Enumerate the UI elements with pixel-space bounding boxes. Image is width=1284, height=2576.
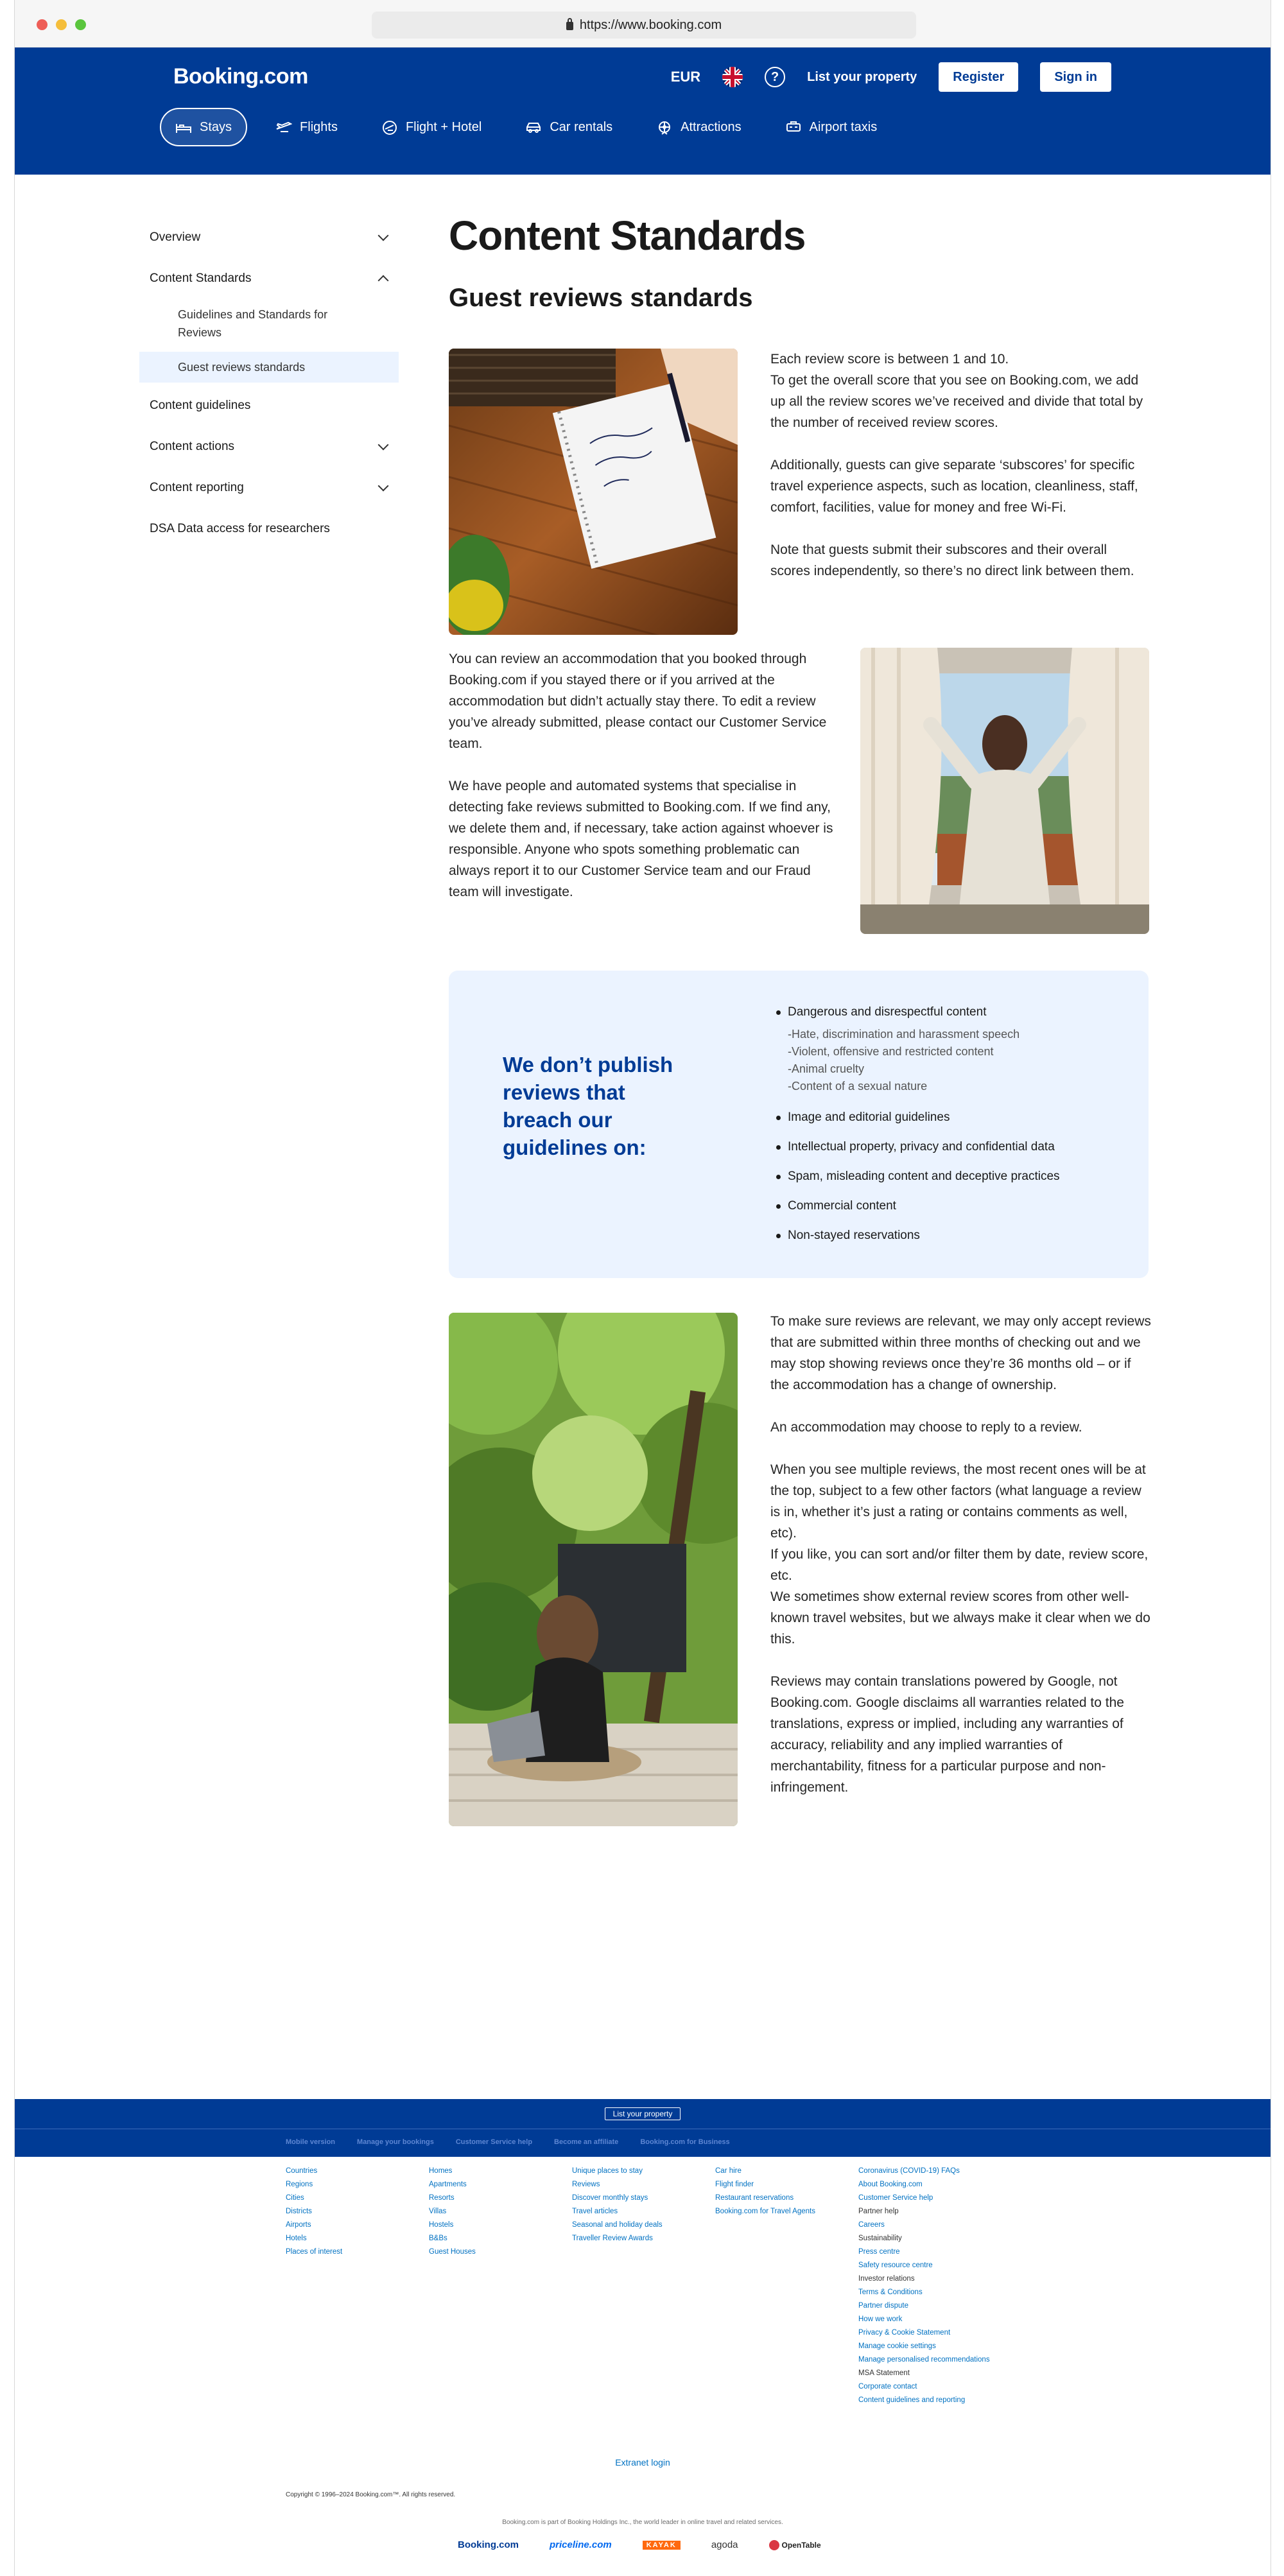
sidebar-item-label: Overview [150,230,201,244]
list-item: Intellectual property, privacy and confidential data [776,1140,1136,1154]
tab-label: Flights [300,119,338,134]
close-window-icon[interactable] [37,19,48,30]
extranet-login-link[interactable]: Extranet login [615,2457,670,2468]
list-item: Commercial content [776,1199,1136,1213]
priceline-brand-logo: priceline.com [550,2539,612,2550]
booking-logo[interactable]: Booking.com [173,64,308,89]
holdings-text: Booking.com is part of Booking Holdings Inc., the world leader in online travel and related services. [502,2519,783,2526]
paragraph: To make sure reviews are relevant, we may only accept reviews that are submitted within three months of checking out and we may stop showing reviews once they’re 36 months old – or if the accommodation has a change of ownership. [770,1314,1151,1392]
chevron-down-icon[interactable] [378,481,389,492]
list-item [776,1005,1136,1095]
footer-link[interactable]: Terms & Conditions [858,2288,923,2296]
footer-link[interactable]: Become an affiliate [554,2138,619,2146]
tab-car-rentals[interactable] [510,108,628,146]
footer-link[interactable]: Flight finder [715,2181,754,2188]
footer-link[interactable]: MSA Statement [858,2369,910,2377]
footer-link[interactable]: Partner help [858,2208,899,2215]
sidebar-item-content-actions[interactable] [139,426,399,467]
footer-link[interactable]: Apartments [429,2181,467,2188]
page-title: Content Standards [449,212,806,259]
brand-logos [458,2539,821,2550]
url-text: https://www.booking.com [579,17,722,32]
footer-link[interactable]: Countries [286,2167,318,2175]
footer-link[interactable]: Sustainability [858,2235,902,2242]
guidelines-heading: We don’t publish reviews that breach our guidelines on: [503,1053,673,1159]
help-glyph: ? [771,69,779,84]
footer-link[interactable]: B&Bs [429,2235,447,2242]
tab-airport-taxis[interactable] [770,108,893,146]
browser-window [14,0,1271,2576]
main-content [449,212,1164,1855]
footer-col-travel-services [715,2165,858,2407]
bed-icon [175,120,192,134]
footer-link[interactable]: Places of interest [286,2248,343,2256]
copyright-text: Copyright © 1996–2024 Booking.com™. All rights reserved. [286,2491,456,2498]
footer-link[interactable]: How we work [858,2315,903,2323]
paragraph: Each review score is between 1 and 10. To get the overall score that you see on Booking.com, we add up all the review scores we’ve received and divide that total by the number of received review scores. [770,352,1143,430]
footer-link[interactable]: Travel articles [572,2208,618,2215]
footer-link[interactable]: Partner dispute [858,2302,908,2310]
footer-link[interactable]: Airports [286,2221,311,2229]
sidebar-item-overview[interactable] [139,217,399,258]
paragraph: Additionally, guests can give separate ‘subscores’ for specific travel experience aspects, such as location, cleanliness, staff, comfort, facilities, value for money and free Wi-Fi. [770,458,1138,515]
chevron-down-icon[interactable] [378,440,389,451]
footer-link[interactable]: Booking.com for Business [640,2138,730,2146]
opentable-label: OpenTable [781,2540,821,2550]
tab-stays[interactable] [160,108,247,146]
sub-item: -Content of a sexual nature [788,1080,928,1093]
footer-link[interactable]: Traveller Review Awards [572,2235,653,2242]
guidelines-list [776,1005,1136,1256]
footer-link[interactable]: Manage cookie settings [858,2342,936,2350]
sidebar-item-content-guidelines[interactable] [139,385,399,426]
footer-link[interactable]: Customer Service help [455,2138,533,2146]
browser-chrome [15,0,1271,48]
footer-link[interactable]: Customer Service help [858,2194,933,2202]
footer-link[interactable]: Seasonal and holiday deals [572,2221,663,2229]
plane-icon [275,120,292,134]
footer-link[interactable]: Corporate contact [858,2383,917,2390]
chevron-down-icon[interactable] [378,230,389,241]
footer-col-discover [572,2165,715,2407]
lock-icon [566,22,573,30]
footer-link[interactable]: Hotels [286,2235,307,2242]
footer-link[interactable]: About Booking.com [858,2181,923,2188]
review-policy-text [770,1311,1153,1798]
footer-link[interactable]: Hostels [429,2221,454,2229]
footer-link[interactable]: Villas [429,2208,447,2215]
taxi-icon [785,120,802,134]
sub-item: -Animal cruelty [788,1062,865,1075]
sidebar-item-content-reporting[interactable] [139,467,399,508]
paragraph: Note that guests submit their subscores and their overall scores independently, so there’s no direct link between them. [770,542,1134,578]
list-item: Non-stayed reservations [776,1229,1136,1243]
car-icon [525,120,542,134]
footer-list-property-bar [15,2099,1271,2129]
footer-link[interactable]: Discover monthly stays [572,2194,648,2202]
footer-link[interactable]: Homes [429,2167,453,2175]
footer-links-row [286,2138,730,2146]
tab-attractions[interactable] [641,108,756,146]
sidebar-item-dsa-data-access[interactable] [139,508,399,549]
paragraph: When you see multiple reviews, the most recent ones will be at the top, subject to a few other factors (what language a review is in, whether it’s just a rating or contains comments as well, etc). If you like, you can sort and/or filter them by date, review score, etc. We sometimes show external review scores from other well-known travel websites, but we always make it clear when we do this. [770,1462,1150,1647]
tab-flights[interactable] [260,108,353,146]
booking-brand-logo: Booking.com [458,2539,519,2550]
sidebar-item-label: DSA Data access for researchers [150,522,330,535]
footer-link[interactable]: Unique places to stay [572,2167,643,2175]
maximize-window-icon[interactable] [75,19,86,30]
footer-link[interactable]: Privacy & Cookie Statement [858,2329,951,2337]
currency-selector[interactable]: EUR [670,69,701,85]
sub-item: -Hate, discrimination and harassment speech [788,1028,1020,1041]
notebook-photo [449,349,738,635]
tab-label: Attractions [681,119,742,134]
site-header [15,48,1271,175]
paragraph: Reviews may contain translations powered by Google, not Booking.com. Google disclaims all warranties related to the translations, express or implied, including any warranties of accuracy, reliability and any implied warranties of merchantability, fitness for a particular purpose and non-infringement. [770,1674,1124,1795]
footer-links-bar [15,2129,1271,2157]
tab-flight-hotel[interactable] [366,108,497,146]
footer-link[interactable]: Content guidelines and reporting [858,2396,966,2404]
footer-link[interactable]: Cities [286,2194,304,2202]
footer-col-destinations [286,2165,429,2407]
agoda-brand-logo: agoda [711,2539,738,2550]
footer-link[interactable]: Resorts [429,2194,455,2202]
tab-label: Stays [200,119,232,134]
review-score-text [770,349,1149,582]
footer-link[interactable]: Manage personalised recommendations [858,2356,990,2364]
sidebar-item-label: Content reporting [150,481,244,494]
footer-list-property-button[interactable]: List your property [605,2107,681,2120]
footer-link[interactable]: Regions [286,2181,313,2188]
header-actions [671,62,1111,92]
register-button[interactable]: Register [939,62,1018,92]
footer-link[interactable]: Booking.com for Travel Agents [715,2208,815,2215]
tab-label: Car rentals [550,119,613,134]
list-item: Spam, misleading content and deceptive practices [776,1170,1136,1184]
opentable-brand-logo [769,2540,821,2550]
guideline-sublist [788,1026,1136,1095]
footer-col-company [858,2165,1000,2407]
section-title: Guest reviews standards [449,284,753,312]
footer-link[interactable]: Safety resource centre [858,2261,933,2269]
footer-col-property-types [429,2165,572,2407]
minimize-window-icon[interactable] [56,19,67,30]
attractions-icon [656,120,673,134]
footer-link[interactable]: Mobile version [286,2138,336,2146]
opentable-dot-icon [769,2540,779,2550]
flight-hotel-icon [381,120,398,134]
sidebar-subitem-guidelines-reviews[interactable]: Guidelines and Standards for Reviews [178,308,328,339]
footer-link[interactable]: Press centre [858,2248,900,2256]
footer-link[interactable]: Car hire [715,2167,742,2175]
help-icon[interactable] [765,67,785,87]
sidebar-item-label: Content guidelines [150,399,251,412]
address-bar[interactable] [372,12,916,39]
tab-label: Airport taxis [809,119,878,134]
bathrobe-window-photo [860,648,1149,934]
woman-laptop-garden-photo [449,1313,738,1826]
sign-in-button[interactable]: Sign in [1040,62,1111,92]
kayak-brand-logo: KAYAK [643,2541,681,2550]
footer-columns [286,2165,1000,2407]
footer-link[interactable]: Districts [286,2208,312,2215]
footer-link[interactable]: Coronavirus (COVID-19) FAQs [858,2167,960,2175]
sidebar-item-content-standards[interactable] [139,258,399,299]
sidebar-nav [139,217,399,549]
footer-link[interactable]: Reviews [572,2181,600,2188]
footer-link[interactable]: Restaurant reservations [715,2194,794,2202]
footer-link[interactable]: Manage your bookings [357,2138,434,2146]
sidebar-item-label: Content actions [150,440,235,453]
sidebar-item-label: Content Standards [150,272,252,285]
tab-label: Flight + Hotel [405,119,482,134]
paragraph: We have people and automated systems that specialise in detecting fake reviews submitted to Booking.com. If we find any, we delete them and, if necessary, take action against whoever is responsible. Anyone who spots something problematic can always report it to our Customer Service team and our Fraud team will investigate. [449,779,833,899]
footer-link[interactable]: Careers [858,2221,885,2229]
footer-link[interactable]: Investor relations [858,2275,915,2283]
guideline-label: Dangerous and disrespectful content [788,1005,987,1019]
review-eligibility-text [449,648,834,903]
sub-item: -Violent, offensive and restricted content [788,1045,994,1058]
uk-flag-icon[interactable] [722,67,743,87]
list-property-link[interactable]: List your property [807,69,917,84]
guidelines-callout [449,971,1149,1278]
sidebar-subitem-guest-reviews-standards[interactable]: Guest reviews standards [139,352,399,383]
paragraph: You can review an accommodation that you booked through Booking.com if you stayed there or if you arrived at the accommodation but didn’t actually stay there. To edit a review you’ve already submitted, please contact our Customer Service team. [449,652,827,751]
paragraph: An accommodation may choose to reply to a review. [770,1420,1082,1435]
product-nav [160,108,892,146]
footer-link[interactable]: Guest Houses [429,2248,476,2256]
list-item: Image and editorial guidelines [776,1111,1136,1125]
chevron-up-icon[interactable] [378,275,389,286]
